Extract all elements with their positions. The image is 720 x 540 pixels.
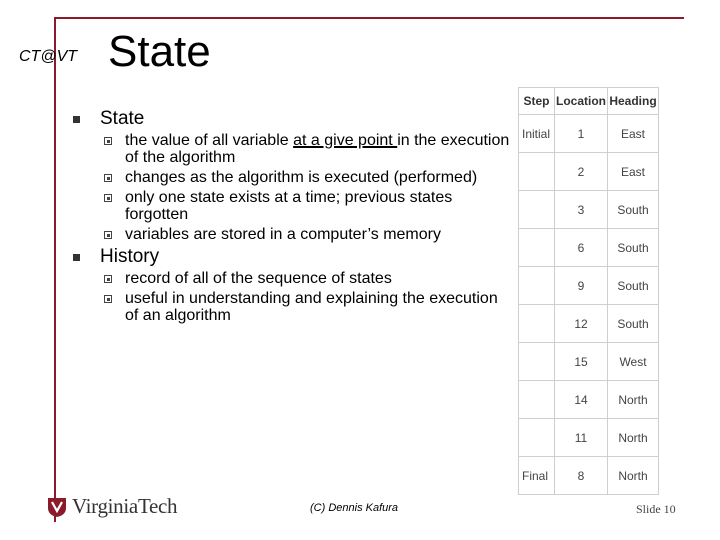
top-rule — [54, 17, 684, 19]
cell-heading: South — [608, 191, 659, 229]
cell-heading: West — [608, 343, 659, 381]
author-credit: (C) Dennis Kafura — [310, 502, 399, 514]
sub-bullet: only one state exists at a time; previous states forgotten — [70, 189, 510, 223]
table-row — [519, 267, 659, 305]
slide-number: Slide 10 — [636, 502, 676, 516]
table-row — [519, 115, 659, 153]
sub-bullet: useful in understanding and explaining the execution of an algorithm — [70, 290, 510, 324]
cell-step — [519, 305, 555, 343]
bullet-label: State — [100, 108, 145, 129]
table-row — [519, 381, 659, 419]
cell-location: 12 — [555, 305, 608, 343]
cell-location: 3 — [555, 191, 608, 229]
hollow-square-bullet-icon — [104, 137, 112, 145]
table-row — [519, 419, 659, 457]
hollow-square-bullet-icon — [104, 275, 112, 283]
cell-heading: East — [608, 115, 659, 153]
header-heading: Heading — [608, 88, 659, 115]
cell-heading: North — [608, 457, 659, 495]
cell-step — [519, 343, 555, 381]
cell-heading: North — [608, 419, 659, 457]
cell-location: 11 — [555, 419, 608, 457]
cell-step — [519, 229, 555, 267]
cell-location: 1 — [555, 115, 608, 153]
table-row — [519, 305, 659, 343]
course-badge: CT@VT — [19, 48, 78, 65]
cell-step — [519, 191, 555, 229]
hollow-square-bullet-icon — [104, 174, 112, 182]
bullet-history — [70, 246, 510, 268]
cell-location: 6 — [555, 229, 608, 267]
cell-step — [519, 267, 555, 305]
hollow-square-bullet-icon — [104, 231, 112, 239]
square-bullet-icon — [73, 116, 80, 123]
table-row — [519, 343, 659, 381]
header-location: Location — [555, 88, 608, 115]
underlined-phrase: at a give point — [293, 132, 398, 149]
vt-shield-icon — [46, 496, 68, 518]
cell-heading: South — [608, 305, 659, 343]
table-header-row — [519, 88, 659, 115]
cell-heading: South — [608, 229, 659, 267]
sub-bullet: the value of all variable at a give point in the execution of the algorithm — [70, 132, 510, 166]
university-logo — [46, 494, 177, 519]
cell-heading: North — [608, 381, 659, 419]
cell-location: 14 — [555, 381, 608, 419]
cell-step — [519, 153, 555, 191]
cell-step — [519, 419, 555, 457]
table-row — [519, 191, 659, 229]
cell-heading: South — [608, 267, 659, 305]
left-rule — [54, 17, 56, 522]
sub-bullet: record of all of the sequence of states — [70, 270, 510, 287]
cell-step: Initial — [519, 115, 555, 153]
hollow-square-bullet-icon — [104, 194, 112, 202]
square-bullet-icon — [73, 254, 80, 261]
sub-bullet: changes as the algorithm is executed (performed) — [70, 169, 510, 186]
cell-heading: East — [608, 153, 659, 191]
state-history-table — [518, 87, 659, 495]
table-row — [519, 153, 659, 191]
bullet-list — [70, 108, 510, 327]
cell-step: Final — [519, 457, 555, 495]
header-step: Step — [519, 88, 555, 115]
cell-location: 15 — [555, 343, 608, 381]
cell-location: 8 — [555, 457, 608, 495]
table-row — [519, 457, 659, 495]
table-row — [519, 229, 659, 267]
bullet-label: History — [100, 246, 160, 267]
logo-text: VirginiaTech — [72, 494, 178, 518]
sub-bullet: variables are stored in a computer’s memory — [70, 226, 510, 243]
bullet-state — [70, 108, 510, 130]
cell-location: 2 — [555, 153, 608, 191]
slide-title: State — [108, 27, 211, 76]
cell-location: 9 — [555, 267, 608, 305]
cell-step — [519, 381, 555, 419]
hollow-square-bullet-icon — [104, 295, 112, 303]
